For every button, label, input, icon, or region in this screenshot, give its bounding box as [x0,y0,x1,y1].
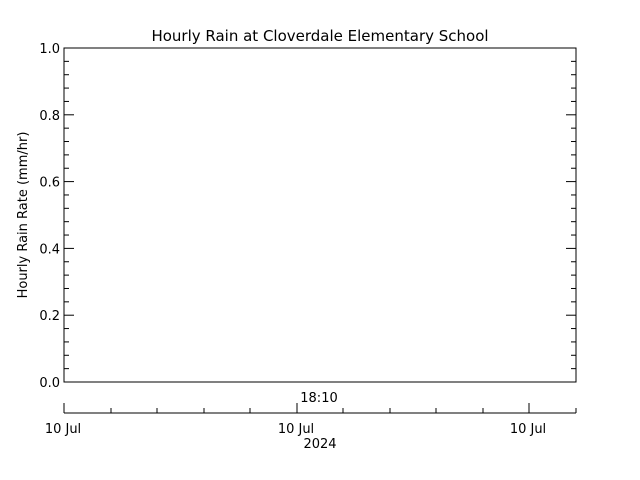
y-tick-label: 0.6 [39,175,60,191]
x-tick-label: 10 Jul [44,422,82,437]
x-top-tick-label: 18:10 [300,391,338,406]
x-tick-label: 10 Jul [509,422,547,437]
y-tick-label: 0.2 [39,309,60,325]
y-axis [39,42,576,391]
y-tick-label: 0.8 [39,108,60,124]
y-tick-label: 0.4 [39,242,60,258]
y-tick-label: 1.0 [39,42,60,57]
chart-title: Hourly Rain at Cloverdale Elementary School [151,27,489,45]
x-year-label: 2024 [303,437,337,452]
plot-frame [64,48,576,382]
y-axis-label: Hourly Rain Rate (mm/hr) [16,131,31,299]
x-tick-label: 10 Jul [277,422,315,437]
y-tick-label: 0.0 [39,376,60,391]
x-axis [45,391,576,452]
